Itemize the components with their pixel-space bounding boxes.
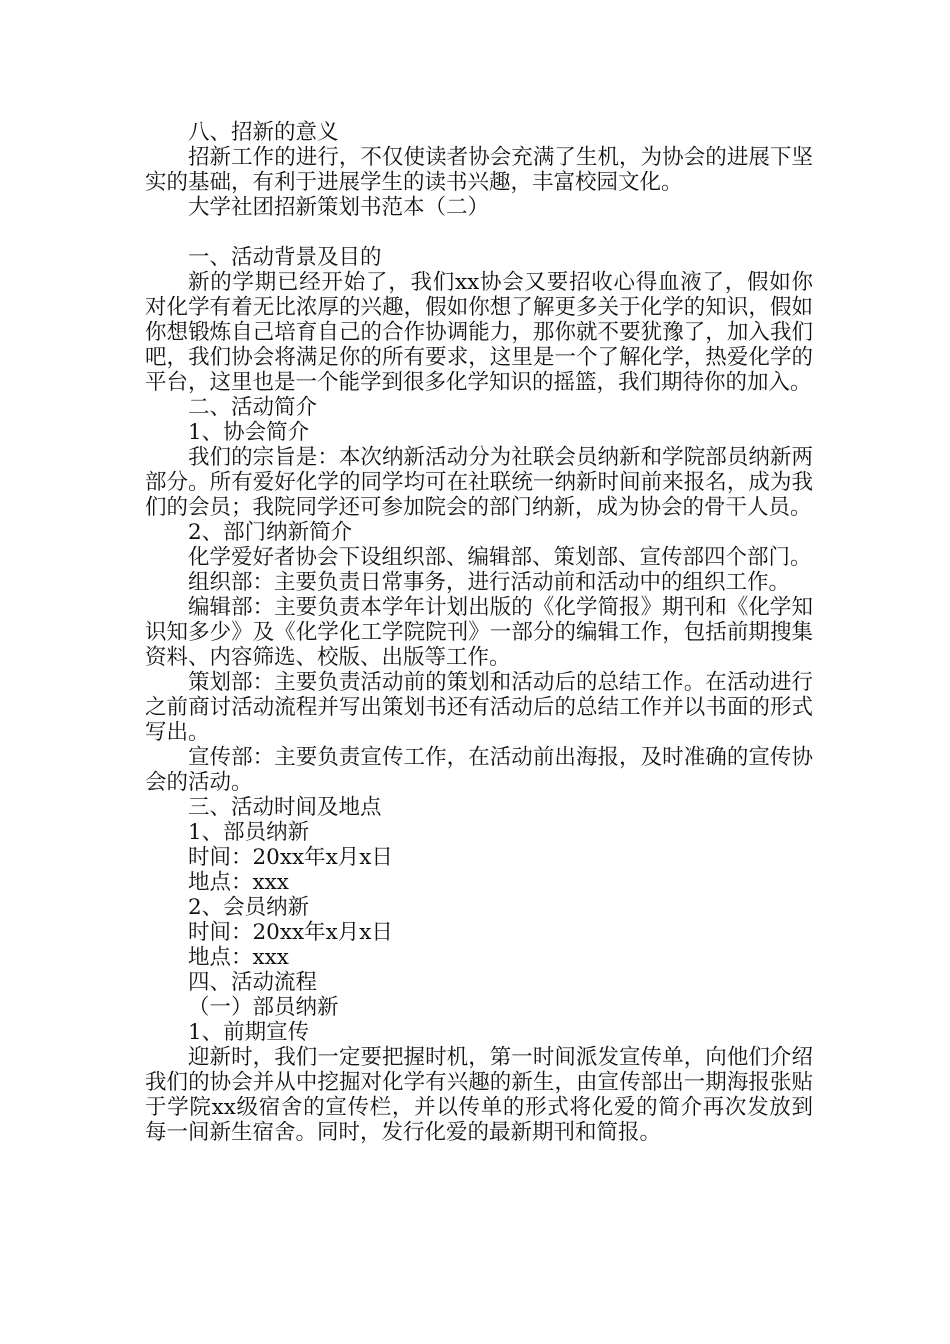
subsection-heading: 1、前期宣传 <box>188 1020 310 1045</box>
blank-line <box>145 220 813 245</box>
subsection-heading: 2、会员纳新 <box>188 895 310 920</box>
section-heading: 二、活动简介 <box>188 395 318 420</box>
document-title: 大学社团招新策划书范本（二） <box>188 195 490 220</box>
time-line: 时间：20xx年x月x日 <box>188 920 393 945</box>
paragraph: 迎新时，我们一定要把握时机，第一时间派发宣传单，向他们介绍我们的协会并从中挖掘对化学有兴趣的新生，由宣传部出一期海报张贴于学院xx级宿舍的宣传栏，并以传单的形式将化爱的简介再次发放到每一间新生宿舍。同时，发行化爱的最新期刊和简报。 <box>145 1045 813 1145</box>
section-heading: 八、招新的意义 <box>188 120 339 145</box>
paragraph: 宣传部：主要负责宣传工作，在活动前出海报，及时准确的宣传协会的活动。 <box>145 745 813 795</box>
paragraph: 新的学期已经开始了，我们xx协会又要招收心得血液了，假如你对化学有着无比浓厚的兴趣，假如你想了解更多关于化学的知识，假如你想锻炼自己培育自己的合作协调能力，那你就不要犹豫了，加入我们吧，我们协会将满足你的所有要求，这里是一个了解化学，热爱化学的平台，这里也是一个能学到很多化学知识的摇篮，我们期待你的加入。 <box>145 270 813 395</box>
paragraph: 我们的宗旨是：本次纳新活动分为社联会员纳新和学院部员纳新两部分。所有爱好化学的同学均可在社联统一纳新时间前来报名，成为我们的会员；我院同学还可参加院会的部门纳新，成为协会的骨干人员。 <box>145 445 813 520</box>
paragraph: 编辑部：主要负责本学年计划出版的《化学简报》期刊和《化学知识知多少》及《化学化工学院院刊》一部分的编辑工作，包括前期搜集资料、内容筛选、校版、出版等工作。 <box>145 595 813 670</box>
document-body <box>145 120 813 1145</box>
subsection-heading: 1、协会简介 <box>188 420 310 445</box>
section-heading: 一、活动背景及目的 <box>188 245 382 270</box>
paragraph: 化学爱好者协会下设组织部、编辑部、策划部、宣传部四个部门。 <box>188 545 812 570</box>
paragraph: 组织部：主要负责日常事务，进行活动前和活动中的组织工作。 <box>188 570 791 595</box>
paragraph: 策划部：主要负责活动前的策划和活动后的总结工作。在活动进行之前商讨活动流程并写出策划书还有活动后的总结工作并以书面的形式写出。 <box>145 670 813 745</box>
time-line: 时间：20xx年x月x日 <box>188 845 393 870</box>
paragraph: 招新工作的进行，不仅使读者协会充满了生机，为协会的进展下坚实的基础，有利于进展学生的读书兴趣，丰富校园文化。 <box>145 145 813 195</box>
section-heading: 四、活动流程 <box>188 970 318 995</box>
location-line: 地点：xxx <box>188 870 289 895</box>
subsection-heading: （一）部员纳新 <box>188 995 339 1020</box>
location-line: 地点：xxx <box>188 945 289 970</box>
section-heading: 三、活动时间及地点 <box>188 795 382 820</box>
subsection-heading: 2、部门纳新简介 <box>188 520 353 545</box>
subsection-heading: 1、部员纳新 <box>188 820 310 845</box>
